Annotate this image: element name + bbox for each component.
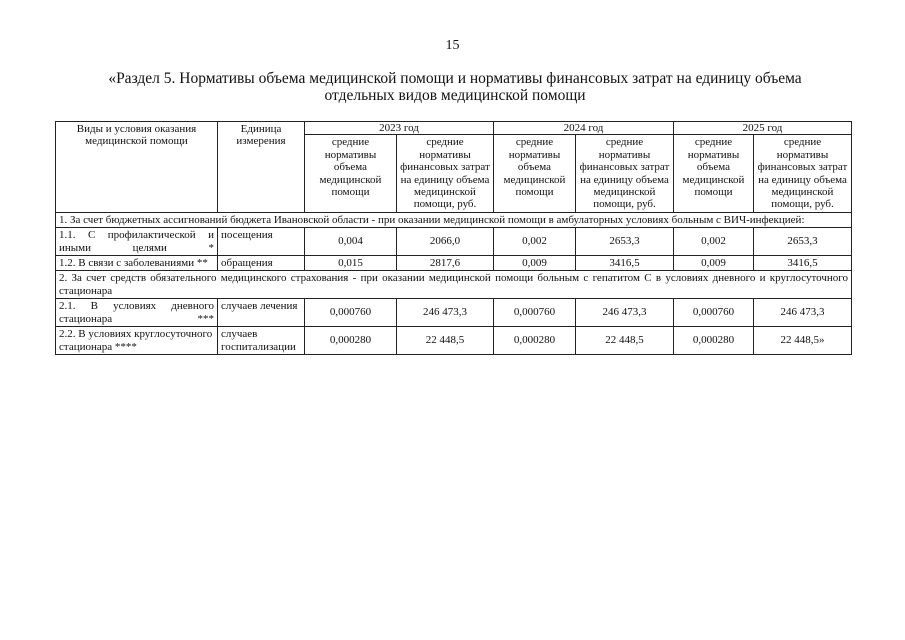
value-cell: 0,000760	[305, 299, 397, 327]
value-cell: 2817,6	[397, 256, 494, 271]
value-cell: 246 473,3	[576, 299, 674, 327]
header-year-2025: 2025 год	[674, 122, 852, 135]
value-cell: 0,002	[674, 228, 754, 256]
table-row	[56, 327, 852, 355]
value-cell: 0,000760	[494, 299, 576, 327]
row-name: 2.1. В условиях дневного стационара ***	[56, 299, 218, 327]
value-cell: 22 448,5	[397, 327, 494, 355]
value-cell: 0,015	[305, 256, 397, 271]
value-cell: 0,009	[674, 256, 754, 271]
value-cell: 3416,5	[576, 256, 674, 271]
section-row	[56, 271, 852, 299]
value-cell: 3416,5	[754, 256, 852, 271]
section-row	[56, 212, 852, 227]
header-cost-norm: средние нормативы финансовых затрат на единицу объема медицинской помощи, руб.	[754, 135, 852, 212]
value-cell: 0,000280	[305, 327, 397, 355]
header-cost-norm: средние нормативы финансовых затрат на единицу объема медицинской помощи, руб.	[576, 135, 674, 212]
title-line-2: отдельных видов медицинской помощи	[324, 87, 586, 104]
value-cell: 2653,3	[576, 228, 674, 256]
row-name: 2.2. В условиях круглосуточного стационара ****	[56, 327, 218, 355]
header-cost-norm: средние нормативы финансовых затрат на единицу объема медицинской помощи, руб.	[397, 135, 494, 212]
header-type: Виды и условия оказания медицинской помощи	[56, 122, 218, 213]
row-name: 1.2. В связи с заболеваниями **	[56, 256, 218, 271]
header-year-2024: 2024 год	[494, 122, 674, 135]
value-cell: 0,004	[305, 228, 397, 256]
value-cell: 22 448,5	[576, 327, 674, 355]
header-volume-norm: средние нормативы объема медицинской помощи	[494, 135, 576, 212]
norms-table	[55, 121, 852, 355]
value-cell: 0,000760	[674, 299, 754, 327]
header-row-years	[56, 122, 852, 135]
value-cell: 0,000280	[494, 327, 576, 355]
page-number: 15	[445, 38, 460, 53]
header-volume-norm: средние нормативы объема медицинской помощи	[674, 135, 754, 212]
value-cell: 2066,0	[397, 228, 494, 256]
title-line-1: «Раздел 5. Нормативы объема медицинской помощи и нормативы финансовых затрат на единицу объема	[108, 70, 802, 87]
value-cell: 246 473,3	[754, 299, 852, 327]
table-row	[56, 256, 852, 271]
row-unit: посещения	[218, 228, 305, 256]
table-row	[56, 299, 852, 327]
table-row	[56, 228, 852, 256]
section-title: 2. За счет средств обязательного медицинского страхования - при оказании медицинской помощи больным с гепатитом С в условиях дневного и круглосуточного стационара	[56, 271, 852, 299]
header-unit: Единица измерения	[218, 122, 305, 213]
header-volume-norm: средние нормативы объема медицинской помощи	[305, 135, 397, 212]
row-name: 1.1. С профилактической и иными целями *	[56, 228, 218, 256]
page-title	[60, 70, 850, 104]
section-title: 1. За счет бюджетных ассигнований бюджета Ивановской области - при оказании медицинской помощи в амбулаторных условиях больным с ВИЧ-инфекцией:	[56, 212, 852, 227]
value-cell: 22 448,5»	[754, 327, 852, 355]
row-unit: обращения	[218, 256, 305, 271]
row-unit: случаев лечения	[218, 299, 305, 327]
value-cell: 246 473,3	[397, 299, 494, 327]
row-unit: случаев госпитализации	[218, 327, 305, 355]
value-cell: 0,000280	[674, 327, 754, 355]
header-year-2023: 2023 год	[305, 122, 494, 135]
value-cell: 0,009	[494, 256, 576, 271]
value-cell: 2653,3	[754, 228, 852, 256]
value-cell: 0,002	[494, 228, 576, 256]
